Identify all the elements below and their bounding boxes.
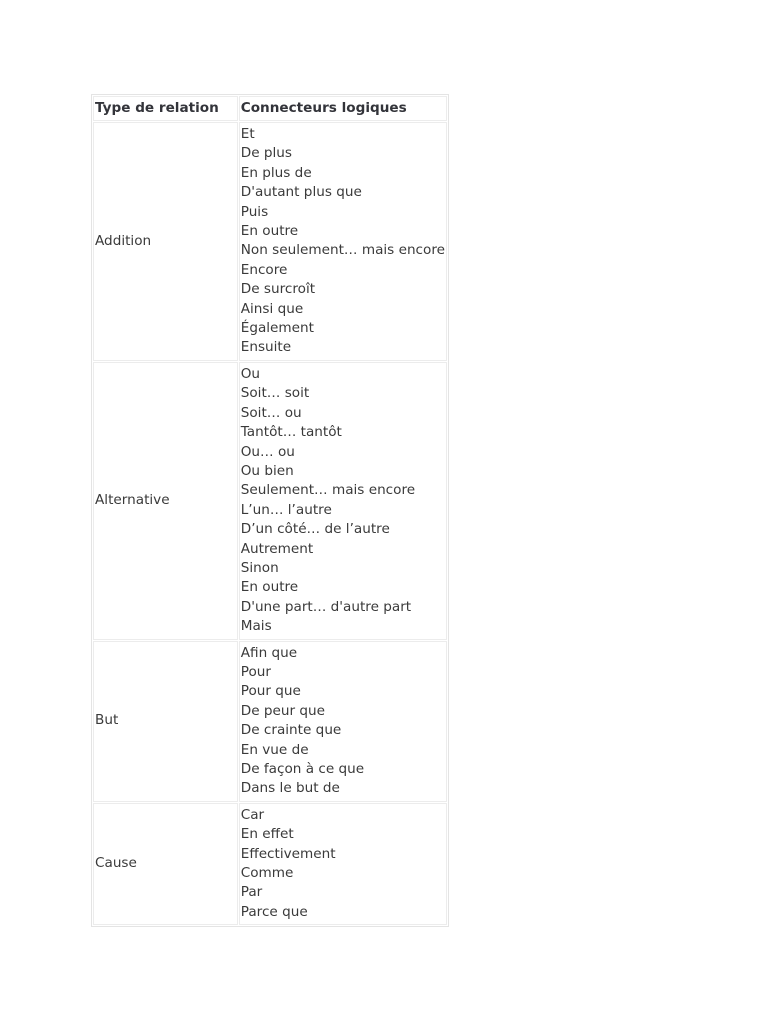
connector-item: Comme — [240, 865, 294, 882]
connector-item: Pour que — [240, 683, 301, 700]
connector-item: Dans le but de — [240, 780, 340, 797]
connector-item: Parce que — [240, 903, 308, 920]
relation-type-cell: Addition — [93, 122, 238, 361]
connector-item: De plus — [240, 145, 292, 162]
connector-item: De crainte que — [240, 722, 342, 739]
connector-item: Effectivement — [240, 845, 336, 862]
connector-item: Ensuite — [240, 339, 292, 356]
relation-type-cell: Cause — [93, 803, 238, 925]
connectors-cell — [239, 362, 447, 640]
connector-item: L’un… l’autre — [240, 501, 332, 518]
connector-item: En plus de — [240, 164, 312, 181]
connector-item: De peur que — [240, 702, 326, 719]
table-header-row — [93, 96, 447, 121]
table-row — [93, 803, 447, 925]
table-body — [93, 122, 447, 925]
connector-item: Soit… ou — [240, 404, 302, 421]
connector-item: Pour — [240, 663, 271, 680]
header-type-de-relation: Type de relation — [93, 96, 238, 121]
connector-item: D’un côté… de l’autre — [240, 521, 390, 538]
connector-item: D'une part… d'autre part — [240, 598, 412, 615]
connector-item: Ou — [240, 365, 261, 382]
connector-item: De façon à ce que — [240, 761, 365, 777]
connector-item: Seulement… mais encore — [240, 482, 416, 499]
connector-item: Sinon — [240, 559, 279, 576]
connector-item: Soit… soit — [240, 385, 310, 402]
connector-item: D'autant plus que — [240, 184, 362, 201]
connector-item: En outre — [240, 223, 299, 240]
table-row — [93, 362, 447, 640]
relation-type-cell: Alternative — [93, 362, 238, 640]
connector-item: Également — [240, 320, 314, 337]
header-connecteurs-logiques: Connecteurs logiques — [239, 96, 447, 121]
connector-item: Puis — [240, 203, 269, 220]
table-row — [93, 641, 447, 802]
connector-item: Ou bien — [240, 462, 294, 479]
connector-item: Par — [240, 884, 263, 901]
connectors-cell — [239, 803, 447, 925]
table-row — [93, 122, 447, 361]
connector-item: En vue de — [240, 741, 309, 758]
relation-type-cell: But — [93, 641, 238, 802]
connector-item: Afin que — [240, 644, 298, 661]
connector-item: Encore — [240, 261, 288, 278]
connectors-cell — [239, 122, 447, 361]
connector-item: Car — [240, 806, 265, 823]
connector-item: Tantôt… tantôt — [240, 424, 342, 441]
connector-item: Mais — [240, 618, 272, 635]
connector-item: Ainsi que — [240, 300, 304, 317]
connectors-table — [91, 94, 449, 927]
connector-item: Et — [240, 126, 255, 142]
connectors-cell — [239, 641, 447, 802]
connector-item: Autrement — [240, 540, 314, 557]
connector-item: Non seulement… mais encore — [240, 242, 445, 259]
connector-item: De surcroît — [240, 281, 316, 298]
connector-item: Ou… ou — [240, 443, 295, 460]
connector-item: En effet — [240, 826, 294, 843]
connector-item: En outre — [240, 579, 299, 596]
